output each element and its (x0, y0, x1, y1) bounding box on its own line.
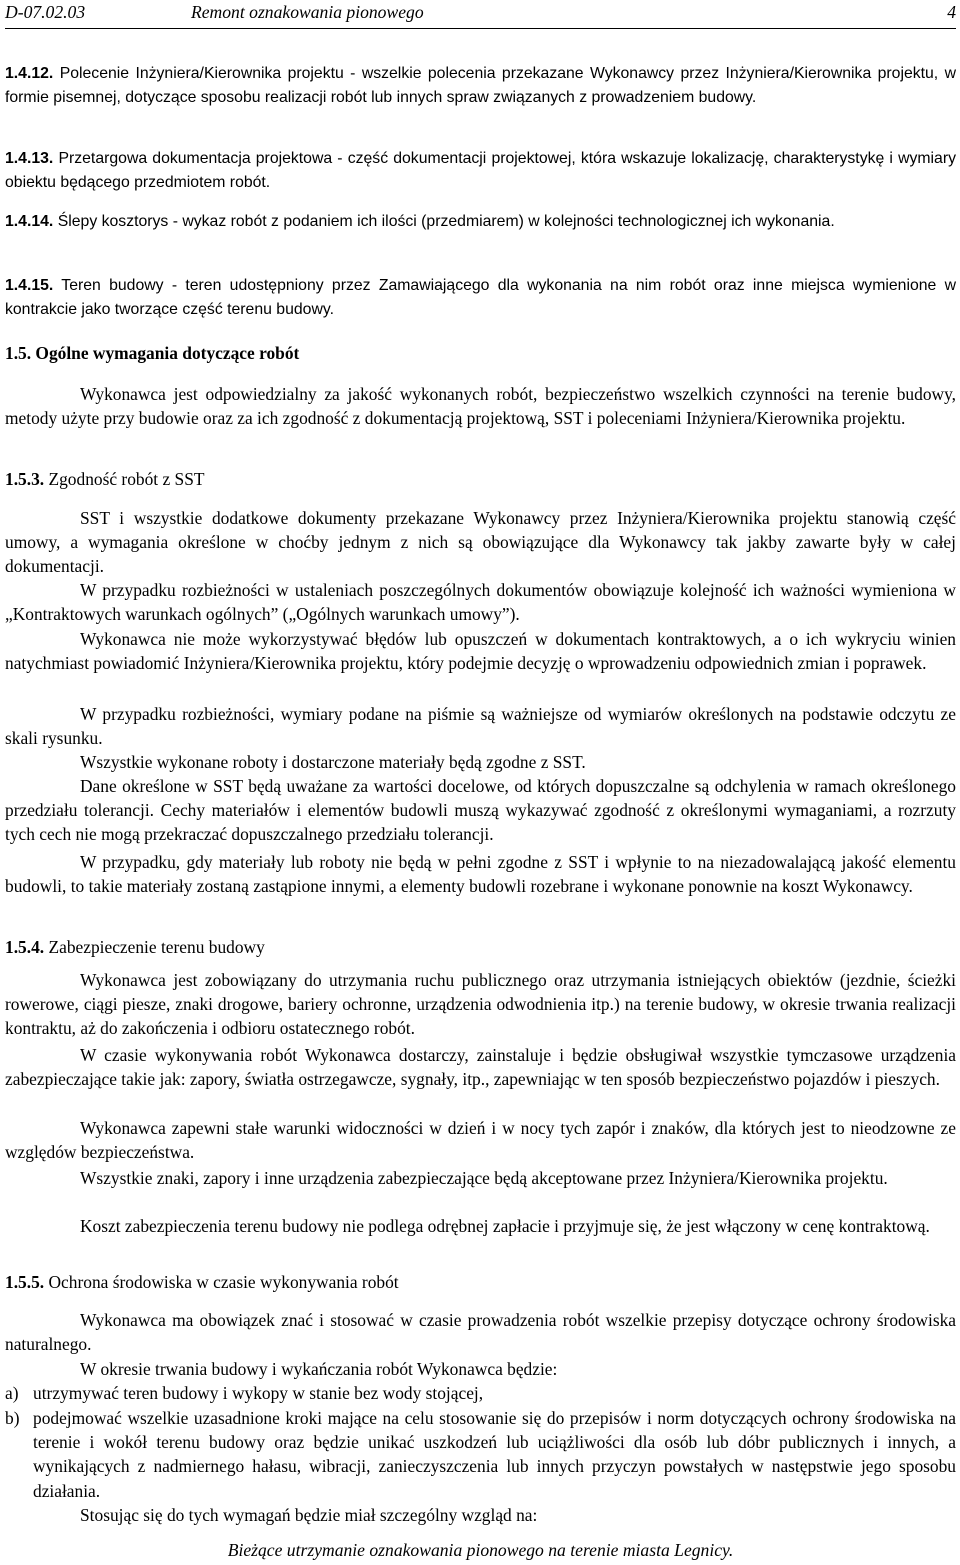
section-heading-1-5-5 (5, 1270, 956, 1294)
list-item (5, 1406, 956, 1503)
paragraph: Wykonawca jest odpowiedzialny za jakość wykonanych robót, bezpieczeństwo wszelkich czynności na terenie budowy, metody użyte przy budowie oraz za ich zgodność z dokumentacją projektową, SST i poleceniami Inżyniera/Kierownika projektu. (5, 384, 956, 429)
section-number: 1.5.3. (5, 469, 45, 489)
section-heading-1-5: 1.5. Ogólne wymagania dotyczące robót (5, 343, 300, 363)
definition-number: 1.4.13. (5, 150, 54, 167)
section-heading-1-5-3 (5, 467, 956, 491)
page-footer: Bieżące utrzymanie oznakowania pionowego na terenie miasta Legnicy. (227, 1540, 734, 1560)
page-header (5, 2, 956, 29)
paragraph: SST i wszystkie dodatkowe dokumenty przekazane Wykonawcy przez Inżyniera/Kierownika projektu stanowią część umowy, a wymagania określone w choćby jednym z nich są obowiązujące dla Wykonawcy tak jakby zawarte były w całej dokumentacji. (5, 508, 956, 577)
paragraph: Stosując się do tych wymagań będzie miał szczególny wzgląd na: (80, 1505, 538, 1525)
document-title: Remont oznakowania pionowego (191, 2, 424, 22)
list-marker: a) (5, 1383, 19, 1403)
paragraph: W przypadku, gdy materiały lub roboty nie będą w pełni zgodne z SST i wpłynie to na niezadowalającą jakość elementu budowli, to takie materiały zostaną zastąpione innymi, a elementy budowli rozebrane i wykonane ponownie na koszt Wykonawcy. (5, 852, 956, 897)
section-title: Zgodność robót z SST (44, 469, 205, 489)
list-item-text: utrzymywać teren budowy i wykopy w stanie bez wody stojącej, (33, 1383, 484, 1403)
section-title: Ochrona środowiska w czasie wykonywania robót (44, 1272, 399, 1292)
paragraph: Wykonawca nie może wykorzystywać błędów lub opuszczeń w dokumentach kontraktowych, a o ich wykryciu winien natychmiast powiadomić Inżyniera/Kierownika projektu, który podejmie decyzję o wprowadzeniu odpowiednich zmian i poprawek. (5, 629, 956, 674)
definition-text: Ślepy kosztorys - wykaz robót z podaniem ich ilości (przedmiarem) w kolejności technologicznej ich wykonania. (53, 213, 835, 230)
paragraph: Wykonawca jest zobowiązany do utrzymania ruchu publicznego oraz utrzymania istniejących obiektów (jezdnie, ścieżki rowerowe, ciągi piesze, znaki drogowe, bariery ochronne, urządzenia odwodnienia itp.) na terenie budowy, w okresie trwania realizacji kontraktu, aż do zakończenia i odbioru ostatecznego robót. (5, 970, 956, 1039)
definition-1-4-14 (5, 210, 956, 234)
section-number: 1.5.5. (5, 1272, 45, 1292)
definition-1-4-13 (5, 147, 956, 195)
list-item-text: podejmować wszelkie uzasadnione kroki mające na celu stosowanie się do przepisów i norm dotyczących ochrony środowiska na terenie i wokół terenu budowy oraz będzie unikać uszkodzeń lub uciążliwości dla osób lub dóbr publicznych i innych, a wynikających z nadmiernego hałasu, wibracji, zanieczyszczenia lub innych przyczyn powstałych w następstwie jego sposobu działania. (33, 1408, 956, 1501)
definition-text: Polecenie Inżyniera/Kierownika projektu - wszelkie polecenia przekazane Wykonawcy przez Inżyniera/Kierownika projektu, w formie pisemnej, dotyczące sposobu realizacji robót lub innych spraw związanych z prowadzeniem budowy. (5, 65, 956, 106)
paragraph: Wykonawca zapewni stałe warunki widoczności w dzień i w nocy tych zapór i znaków, dla których jest to nieodzowne ze względów bezpieczeństwa. (5, 1118, 956, 1163)
list-marker: b) (5, 1408, 20, 1428)
document-code: D-07.02.03 (5, 2, 86, 22)
paragraph: Dane określone w SST będą uważane za wartości docelowe, od których dopuszczalne są odchylenia w ramach określonego przedziału tolerancji. Cechy materiałów i elementów budowli muszą wykazywać zgodność z określonymi wymaganiami, a rozrzuty tych cech nie mogą przekraczać dopuszczalnego przedziału tolerancji. (5, 776, 956, 845)
definition-text: Przetargowa dokumentacja projektowa - część dokumentacji projektowej, która wskazuje lokalizację, charakterystykę i wymiary obiektu będącego przedmiotem robót. (5, 150, 956, 191)
paragraph: Wszystkie wykonane roboty i dostarczone materiały będą zgodne z SST. (80, 752, 586, 772)
paragraph: W przypadku rozbieżności, wymiary podane na piśmie są ważniejsze od wymiarów określonych na podstawie odczytu ze skali rysunku. (5, 704, 956, 749)
definition-1-4-12 (5, 62, 956, 110)
paragraph: W okresie trwania budowy i wykańczania robót Wykonawca będzie: (80, 1359, 558, 1379)
paragraph: W przypadku rozbieżności w ustaleniach poszczególnych dokumentów obowiązuje kolejność ich ważności wymieniona w „Kontraktowych warunkach ogólnych” („Ogólnych warunkach umowy”). (5, 580, 956, 625)
definition-number: 1.4.12. (5, 65, 54, 82)
paragraph: Wykonawca ma obowiązek znać i stosować w czasie prowadzenia robót wszelkie przepisy dotyczące ochrony środowiska naturalnego. (5, 1310, 956, 1355)
paragraph: W czasie wykonywania robót Wykonawca dostarczy, zainstaluje i będzie obsługiwał wszystkie tymczasowe urządzenia zabezpieczające takie jak: zapory, światła ostrzegawcze, sygnały, itp., zapewniając w ten sposób bezpieczeństwo pojazdów i pieszych. (5, 1045, 956, 1090)
section-heading-1-5-4 (5, 935, 956, 959)
paragraph: Koszt zabezpieczenia terenu budowy nie podlega odrębnej zapłacie i przyjmuje się, że jest włączony w cenę kontraktową. (80, 1216, 930, 1236)
definition-number: 1.4.14. (5, 213, 54, 230)
list-item (5, 1381, 956, 1405)
page-number: 4 (947, 2, 956, 22)
definition-number: 1.4.15. (5, 277, 54, 294)
paragraph: Wszystkie znaki, zapory i inne urządzenia zabezpieczające będą akceptowane przez Inżyniera/Kierownika projektu. (80, 1168, 888, 1188)
section-number: 1.5.4. (5, 937, 45, 957)
definition-text: Teren budowy - teren udostępniony przez Zamawiającego dla wykonania na nim robót oraz inne miejsca wymienione w kontrakcie jako tworzące część terenu budowy. (5, 277, 956, 318)
section-title: Zabezpieczenie terenu budowy (44, 937, 265, 957)
definition-1-4-15 (5, 274, 956, 322)
